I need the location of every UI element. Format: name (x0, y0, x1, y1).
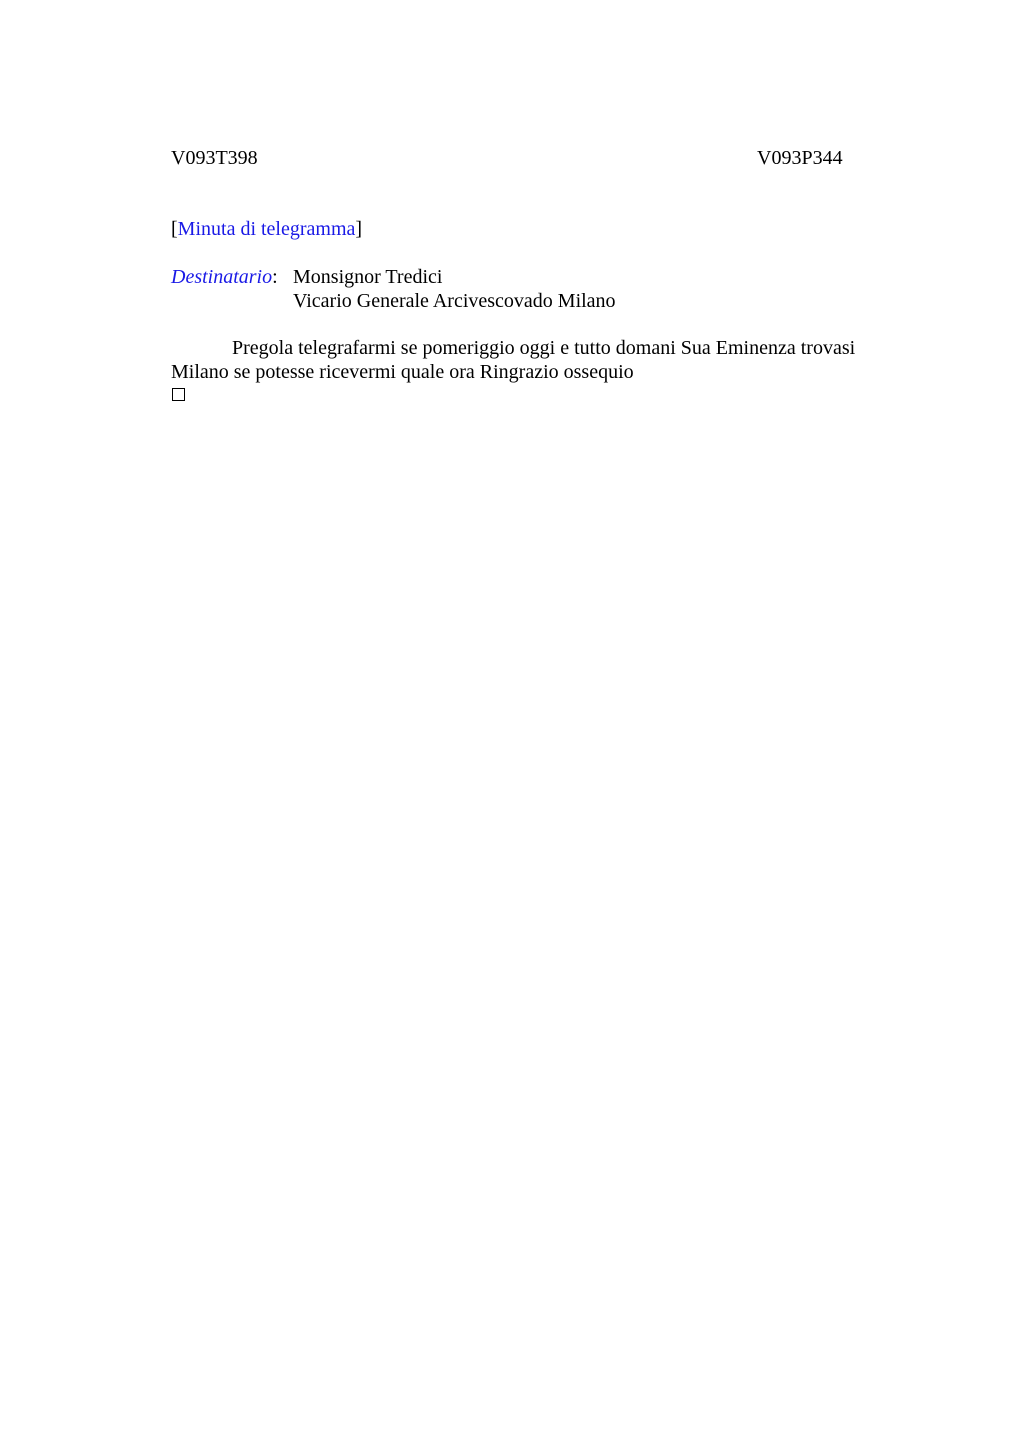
open-bracket: [ (171, 218, 178, 240)
document-code-left: V093T398 (171, 147, 258, 169)
recipient-name: Monsignor Tredici (293, 266, 443, 288)
recipient-label (171, 265, 278, 289)
document-type-heading (171, 217, 362, 241)
recipient-label-text: Destinatario (171, 266, 273, 288)
document-code-right: V093P344 (757, 147, 843, 169)
close-bracket: ] (355, 218, 363, 240)
recipient-title: Vicario Generale Arcivescovado Milano (293, 290, 616, 312)
telegram-body: Pregola telegrafarmi se pomeriggio oggi e tutto domani Sua Eminenza trovasi Milano se potesse ricevermi quale ora Ringrazio ossequio (171, 337, 856, 383)
recipient-label-separator: : (272, 266, 278, 288)
end-of-text-square-icon (172, 388, 185, 401)
document-type-label: Minuta di telegramma (177, 218, 356, 240)
recipient-address (293, 265, 616, 313)
